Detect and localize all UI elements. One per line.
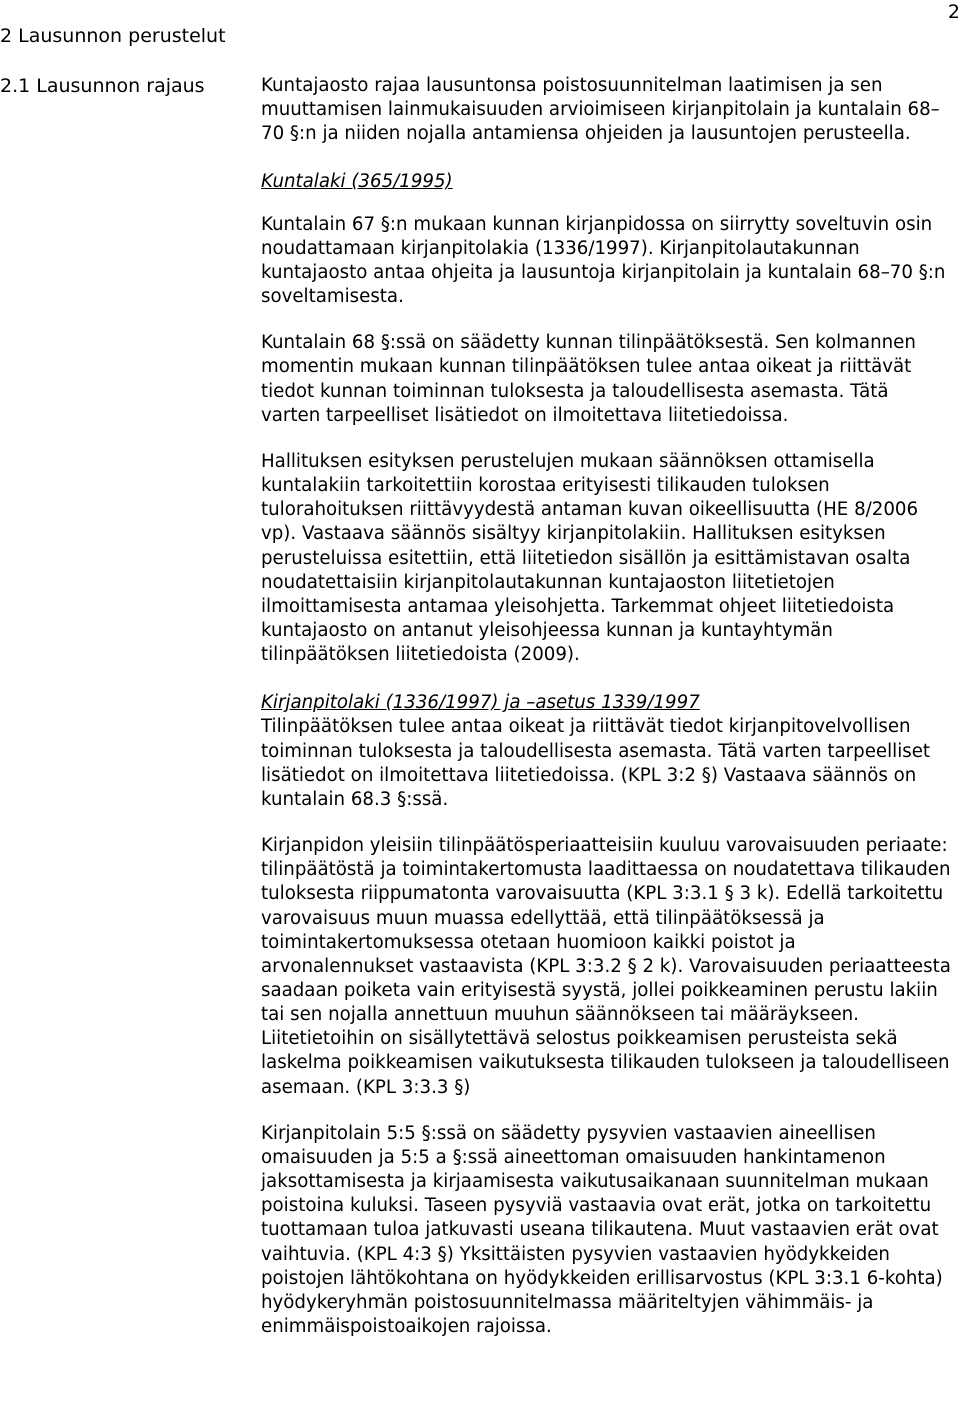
kuntalaki-title: Kuntalaki (365/1995) <box>261 171 453 193</box>
section-heading: 2 Lausunnon perustelut <box>0 25 226 47</box>
page-number: 2 <box>947 1 960 23</box>
body-text <box>261 74 953 1339</box>
kirjanpitolaki-paragraph-1: Tilinpäätöksen tulee antaa oikeat ja riittävät tiedot kirjanpitovelvollisen toiminnan tuloksesta ja taloudellisesta asemasta. Tätä varten tarpeelliset lisätiedot on ilmoitettava liitetiedoissa. (KPL 3:2 §) Vastaava säännös on kuntalain 68.3 §:ssä. <box>261 716 931 810</box>
subsection-heading: 2.1 Lausunnon rajaus <box>0 75 205 97</box>
kuntalaki-paragraph-2: Kuntalain 68 §:ssä on säädetty kunnan tilinpäätöksestä. Sen kolmannen momentin mukaan kunnan tilinpäätöksen tulee antaa oikeat ja riittävät tiedot kunnan toiminnan tuloksesta ja taloudellisesta asemasta. Tätä varten tarpeelliset lisätiedot on ilmoitettava liitetiedoissa. <box>261 332 916 426</box>
intro-paragraph: Kuntajaosto rajaa lausuntonsa poistosuunnitelman laatimisen ja sen muuttamisen lainmukaisuuden arvioimiseen kirjanpitolain ja kuntalain 68–70 §:n ja niiden nojalla antamiensa ohjeiden ja lausuntojen perusteella. <box>261 75 940 145</box>
kirjanpitolaki-paragraph-2: Kirjanpidon yleisiin tilinpäätösperiaatteisiin kuuluu varovaisuuden periaate: tilinpäätöstä ja toimintakertomusta laadittaessa on noudatettava tilikauden tuloksesta riippumatonta varovaisuutta (KPL 3:3.1 § 3 k). Edellä tarkoitettu varovaisuus muun muassa edellyttää, että tilinpäätöksessä ja toimintakertomuksessa otetaan huomioon kaikki poistot ja arvonalennukset vastaavista (KPL 3:3.2 § 2 k). Varovaisuuden periaatteesta saadaan poiketa vain erityisestä syystä, jollei poikkeaminen perustu lakiin tai sen nojalla annettuun muuhun säännökseen tai määräykseen. Liitetietoihin on sisällytettävä selostus poikkeamisen perusteista sekä laskelma poikkeamisen vaikutuksesta tilikauden tulokseen ja taloudelliseen asemaan. (KPL 3:3.3 §) <box>261 835 951 1098</box>
kuntalaki-paragraph-3: Hallituksen esityksen perustelujen mukaan säännöksen ottamisella kuntalakiin tarkoitettiin korostaa erityisesti tilikauden tuloksen tulorahoituksen riittävyydestä antaman kuvan oikeellisuutta (HE 8/2006 vp). Vastaava säännös sisältyy kirjanpitolakiin. Hallituksen esityksen perusteluissa esitettiin, että liitetiedon sisällön ja esittämistavan osalta noudatettaisiin kirjanpitolautakunnan kuntajaoston liitetietojen ilmoittamisesta antamaa yleisohjetta. Tarkemmat ohjeet liitetiedoista kuntajaosto on antanut yleisohjeessa kunnan ja kuntayhtymän tilinpäätöksen liitetiedoista (2009). <box>261 450 919 666</box>
kirjanpitolaki-paragraph-3: Kirjanpitolain 5:5 §:ssä on säädetty pysyvien vastaavien aineellisen omaisuuden ja 5:5 a §:ssä aineettoman omaisuuden hankintamenon jaksottamisesta ja kirjaamisesta vaikutusaikanaan suunnitelman mukaan poistoina kuluksi. Taseen pysyviä vastaavia ovat erät, jotka on tarkoitettu tuottamaan tuloa jatkuvasti useana tilikautena. Muut vastaavien erät ovat vaihtuvia. (KPL 4:3 §) Yksittäisten pysyvien vastaavien hyödykkeiden poistojen lähtökohtana on hyödykkeiden erillisarvostus (KPL 3:3.1 6-kohta) hyödykeryhmän poistosuunnitelmassa määriteltyjen vähimmäis- ja enimmäispoistoaikojen rajoissa. <box>261 1122 943 1338</box>
kirjanpitolaki-title: Kirjanpitolaki (1336/1997) ja –asetus 1339/1997 <box>261 692 700 714</box>
kuntalaki-paragraph-1: Kuntalain 67 §:n mukaan kunnan kirjanpidossa on siirrytty soveltuvin osin noudattamaan kirjanpitolakia (1336/1997). Kirjanpitolautakunnan kuntajaosto antaa ohjeita ja lausuntoja kirjanpitolain ja kuntalain 68–70 §:n soveltamisesta. <box>261 213 946 308</box>
